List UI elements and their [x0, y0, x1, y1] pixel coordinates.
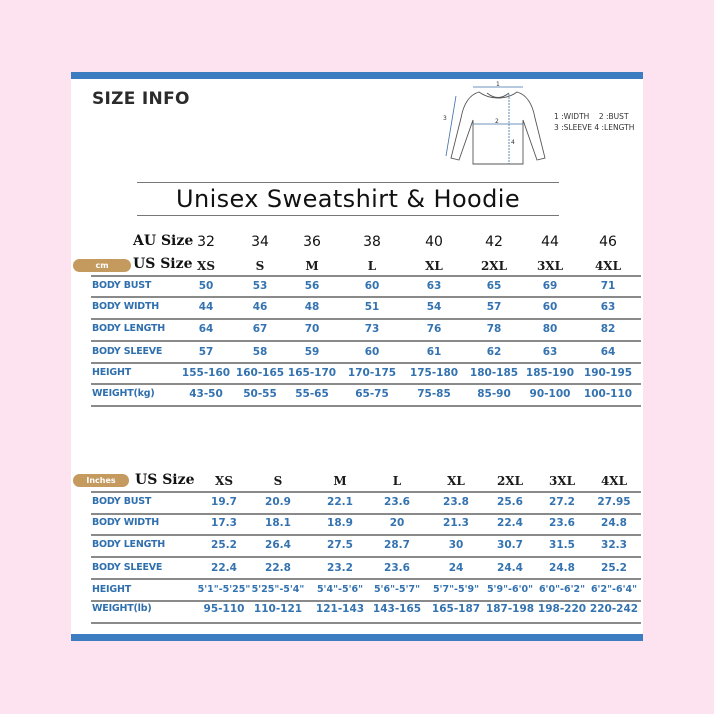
cell-value: 5'25"-5'4": [251, 584, 305, 595]
us-size: XS: [215, 474, 233, 488]
table-row: [71, 517, 643, 539]
au-size: 44: [541, 234, 559, 250]
au-size: 32: [197, 234, 215, 250]
cell-value: 100-110: [583, 388, 633, 400]
size-info-heading: SIZE INFO: [92, 89, 190, 109]
cell-value: 80: [542, 323, 558, 335]
cell-value: 19.7: [211, 496, 237, 508]
cell-value: 187-198: [485, 603, 535, 615]
inches-unit-pill: Inches: [73, 474, 129, 487]
divider: [91, 622, 641, 624]
row-label: HEIGHT: [92, 584, 132, 595]
row-label: BODY LENGTH: [92, 539, 166, 550]
cell-value: 51: [364, 301, 380, 313]
table-row: [71, 539, 643, 561]
table-row: [71, 388, 643, 410]
cell-value: 27.5: [327, 539, 353, 551]
cell-value: 23.8: [443, 496, 469, 508]
cell-value: 57: [486, 301, 502, 313]
cell-value: 24.4: [497, 562, 523, 574]
cell-value: 71: [600, 280, 616, 292]
cell-value: 65-75: [355, 388, 389, 400]
cell-value: 27.95: [597, 496, 631, 508]
cell-value: 46: [252, 301, 268, 313]
au-size: 34: [251, 234, 269, 250]
row-label: BODY SLEEVE: [92, 562, 163, 573]
measurement-legend: 1 :WIDTH 2 :BUST 3 :SLEEVE 4 :LENGTH: [554, 112, 635, 132]
svg-text:4: 4: [511, 139, 515, 146]
cell-value: 78: [486, 323, 502, 335]
cell-value: 22.4: [211, 562, 237, 574]
cell-value: 70: [304, 323, 320, 335]
us-size: 3XL: [548, 474, 576, 488]
cell-value: 5'6"-5'7": [373, 584, 421, 595]
cell-value: 60: [364, 346, 380, 358]
size-chart-panel: [71, 72, 643, 641]
cell-value: 28.7: [384, 539, 410, 551]
cell-value: 95-110: [203, 603, 245, 615]
cell-value: 18.9: [327, 517, 353, 529]
au-size-row: [71, 234, 643, 256]
cell-value: 17.3: [211, 517, 237, 529]
cell-value: 64: [198, 323, 214, 335]
cell-value: 62: [486, 346, 502, 358]
cell-value: 69: [542, 280, 558, 292]
au-size-label: AU Size: [133, 233, 194, 249]
us-size-row: [71, 259, 643, 281]
svg-text:1: 1: [496, 81, 500, 88]
cell-value: 63: [542, 346, 558, 358]
cell-value: 5'4"-5'6": [316, 584, 364, 595]
cell-value: 75-85: [417, 388, 451, 400]
cell-value: 23.6: [384, 562, 410, 574]
cell-value: 82: [600, 323, 616, 335]
cell-value: 64: [600, 346, 616, 358]
us-size: L: [367, 259, 377, 273]
us-size: 4XL: [600, 474, 628, 488]
cell-value: 63: [600, 301, 616, 313]
cell-value: 170-175: [347, 367, 397, 379]
row-label: BODY WIDTH: [92, 517, 160, 528]
cell-value: 190-195: [583, 367, 633, 379]
row-label: BODY LENGTH: [92, 323, 166, 334]
cell-value: 44: [198, 301, 214, 313]
us-size: 2XL: [496, 474, 524, 488]
us-size: 3XL: [536, 259, 564, 273]
au-size: 42: [485, 234, 503, 250]
cell-value: 85-90: [477, 388, 511, 400]
table-row: [71, 280, 643, 302]
cell-value: 26.4: [265, 539, 291, 551]
cell-value: 23.6: [384, 496, 410, 508]
cell-value: 56: [304, 280, 320, 292]
cell-value: 60: [364, 280, 380, 292]
cell-value: 22.1: [327, 496, 353, 508]
divider: [91, 534, 641, 536]
au-size: 38: [363, 234, 381, 250]
au-size: 40: [425, 234, 443, 250]
cell-value: 73: [364, 323, 380, 335]
row-label: BODY WIDTH: [92, 301, 160, 312]
title-box: [137, 182, 559, 216]
cell-value: 165-187: [431, 603, 481, 615]
svg-text:2: 2: [495, 118, 499, 125]
row-label: WEIGHT(kg): [92, 388, 155, 399]
svg-text:3: 3: [443, 115, 447, 122]
cell-value: 5'1"-5'25": [197, 584, 251, 595]
cell-value: 32.3: [601, 539, 627, 551]
us-size: XL: [447, 474, 465, 488]
cell-value: 175-180: [409, 367, 459, 379]
us-size: M: [305, 259, 319, 273]
cell-value: 50: [198, 280, 214, 292]
cell-value: 24: [448, 562, 464, 574]
us-size-label: US Size: [133, 256, 193, 272]
us-size: M: [333, 474, 347, 488]
cell-value: 180-185: [469, 367, 519, 379]
cell-value: 90-100: [529, 388, 571, 400]
cell-value: 22.4: [497, 517, 523, 529]
us-size: XL: [425, 259, 443, 273]
cell-value: 60: [542, 301, 558, 313]
cell-value: 5'9"-6'0": [486, 584, 534, 595]
cell-value: 57: [198, 346, 214, 358]
row-label: BODY SLEEVE: [92, 346, 163, 357]
divider: [91, 383, 641, 385]
cell-value: 23.6: [549, 517, 575, 529]
cell-value: 23.2: [327, 562, 353, 574]
divider: [91, 296, 641, 298]
cell-value: 27.2: [549, 496, 575, 508]
divider: [91, 600, 641, 602]
cell-value: 121-143: [315, 603, 365, 615]
divider: [91, 405, 641, 407]
us-size: S: [255, 259, 265, 273]
cell-value: 48: [304, 301, 320, 313]
table-row: [71, 323, 643, 345]
cell-value: 220-242: [589, 603, 639, 615]
cell-value: 160-165: [235, 367, 285, 379]
cell-value: 25.2: [211, 539, 237, 551]
au-size: 36: [303, 234, 321, 250]
cell-value: 22.8: [265, 562, 291, 574]
cell-value: 198-220: [537, 603, 587, 615]
cell-value: 110-121: [253, 603, 303, 615]
cell-value: 30.7: [497, 539, 523, 551]
row-label: BODY BUST: [92, 280, 152, 291]
us-size: XS: [197, 259, 215, 273]
divider: [91, 513, 641, 515]
cell-value: 61: [426, 346, 442, 358]
us-size: L: [392, 474, 402, 488]
table-row: [71, 301, 643, 323]
cell-value: 30: [448, 539, 464, 551]
cell-value: 24.8: [549, 562, 575, 574]
cell-value: 43-50: [189, 388, 223, 400]
cell-value: 155-160: [181, 367, 231, 379]
row-label: HEIGHT: [92, 367, 132, 378]
cell-value: 165-170: [287, 367, 337, 379]
cell-value: 55-65: [295, 388, 329, 400]
us-size: 2XL: [480, 259, 508, 273]
cell-value: 6'0"-6'2": [538, 584, 586, 595]
table-row: [71, 367, 643, 389]
cell-value: 67: [252, 323, 268, 335]
divider: [91, 556, 641, 558]
cell-value: 58: [252, 346, 268, 358]
us-size-label: US Size: [135, 472, 195, 488]
divider: [91, 340, 641, 342]
cell-value: 76: [426, 323, 442, 335]
cell-value: 50-55: [243, 388, 277, 400]
row-label: WEIGHT(lb): [92, 603, 152, 614]
divider: [91, 578, 641, 580]
table-row: [71, 496, 643, 518]
cell-value: 59: [304, 346, 320, 358]
bottom-accent-bar: [71, 634, 643, 641]
table-row: [71, 346, 643, 368]
us-size: S: [273, 474, 283, 488]
cell-value: 31.5: [549, 539, 575, 551]
us-size-row: [71, 474, 643, 496]
table-row: [71, 562, 643, 584]
cell-value: 54: [426, 301, 442, 313]
cell-value: 20: [389, 517, 405, 529]
cm-unit-pill: cm: [73, 259, 131, 272]
cell-value: 65: [486, 280, 502, 292]
divider: [91, 362, 641, 364]
cell-value: 63: [426, 280, 442, 292]
row-label: BODY BUST: [92, 496, 152, 507]
page-title: Unisex Sweatshirt & Hoodie: [176, 185, 520, 213]
cell-value: 143-165: [372, 603, 422, 615]
cell-value: 21.3: [443, 517, 469, 529]
cell-value: 25.2: [601, 562, 627, 574]
cell-value: 185-190: [525, 367, 575, 379]
cell-value: 25.6: [497, 496, 523, 508]
cell-value: 18.1: [265, 517, 291, 529]
cell-value: 53: [252, 280, 268, 292]
divider: [91, 491, 641, 493]
au-size: 46: [599, 234, 617, 250]
cell-value: 20.9: [265, 496, 291, 508]
cell-value: 24.8: [601, 517, 627, 529]
us-size: 4XL: [594, 259, 622, 273]
cell-value: 6'2"-6'4": [590, 584, 638, 595]
divider: [91, 275, 641, 277]
cell-value: 5'7"-5'9": [432, 584, 480, 595]
divider: [91, 318, 641, 320]
